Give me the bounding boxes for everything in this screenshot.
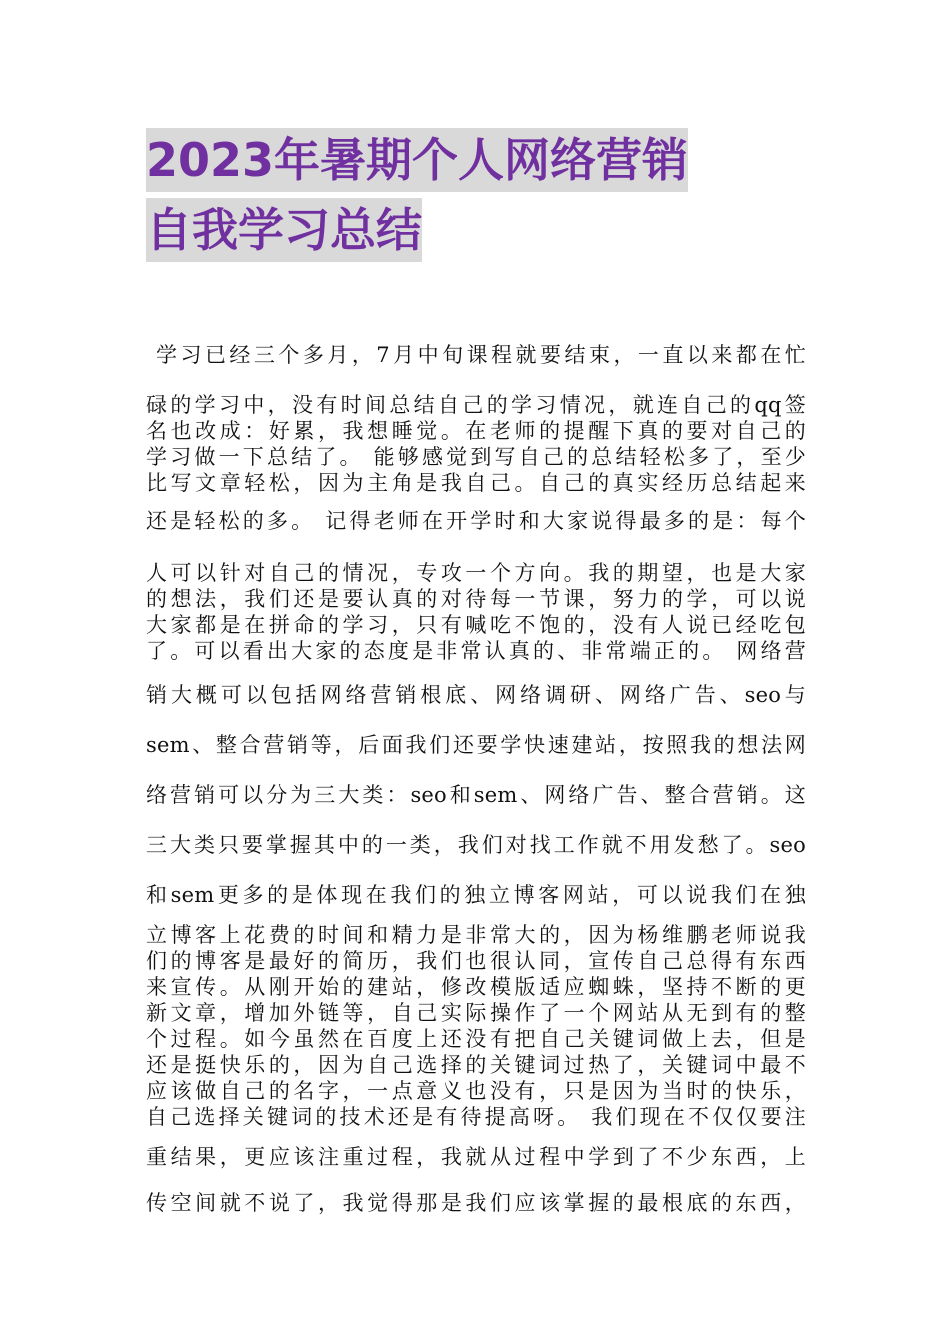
paragraph-line: 新文章，增加外链等，自己实际操作了一个网站从无到有的整 [146,1001,806,1025]
paragraph-line: 人可以针对自己的情况，专攻一个方向。我的期望，也是大家 [146,561,806,585]
paragraph-line: 销大概可以包括网络营销根底、网络调研、网络广告、seo与 [146,683,806,707]
paragraph-line: 了。可以看出大家的态度是非常认真的、非常端正的。 网络营 [146,639,806,663]
paragraph-line: 碌的学习中，没有时间总结自己的学习情况，就连自己的qq签 [146,393,806,417]
paragraph-line: 的想法，我们还是要认真的对待每一节课，努力的学，可以说 [146,587,806,611]
paragraph-line: 传空间就不说了，我觉得那是我们应该掌握的最根底的东西， [146,1191,806,1215]
title-line-2: 自我学习总结 [146,198,422,262]
paragraph-line: 个过程。如今虽然在百度上还没有把自己关键词做上去，但是 [146,1027,806,1051]
paragraph-line: 们的博客是最好的简历，我们也很认同，宣传自己总得有东西 [146,949,806,973]
paragraph-line: 和sem更多的是体现在我们的独立博客网站，可以说我们在独 [146,883,806,907]
paragraph-line: 学习做一下总结了。 能够感觉到写自己的总结轻松多了，至少 [146,445,806,469]
paragraph-line: 还是挺快乐的，因为自己选择的关键词过热了，关键词中最不 [146,1053,806,1077]
paragraph-line: 自己选择关键词的技术还是有待提高呀。 我们现在不仅仅要注 [146,1105,806,1129]
paragraph-line: 络营销可以分为三大类：seo和sem、网络广告、整合营销。这 [146,783,806,807]
paragraph-line: 学习已经三个多月，7月中旬课程就要结束，一直以来都在忙 [156,343,806,367]
paragraph-line: 应该做自己的名字，一点意义也没有，只是因为当时的快乐， [146,1079,806,1103]
paragraph-line: 还是轻松的多。 记得老师在开学时和大家说得最多的是：每个 [146,509,806,533]
paragraph-line: 大家都是在拼命的学习，只有喊吃不饱的，没有人说已经吃包 [146,613,806,637]
title-line-1: 2023年暑期个人网络营销 [146,128,688,192]
paragraph-line: 三大类只要掌握其中的一类，我们对找工作就不用发愁了。seo [146,833,806,857]
paragraph-line: sem、整合营销等，后面我们还要学快速建站，按照我的想法网 [146,733,806,757]
paragraph-line: 来宣传。从刚开始的建站，修改模版适应蜘蛛，坚持不断的更 [146,975,806,999]
paragraph-line: 名也改成：好累，我想睡觉。在老师的提醒下真的要对自己的 [146,419,806,443]
paragraph-line: 重结果，更应该注重过程，我就从过程中学到了不少东西，上 [146,1145,806,1169]
paragraph-line: 立博客上花费的时间和精力是非常大的，因为杨维鹏老师说我 [146,923,806,947]
document-title [146,128,816,262]
paragraph-line: 比写文章轻松，因为主角是我自己。自己的真实经历总结起来 [146,471,806,495]
